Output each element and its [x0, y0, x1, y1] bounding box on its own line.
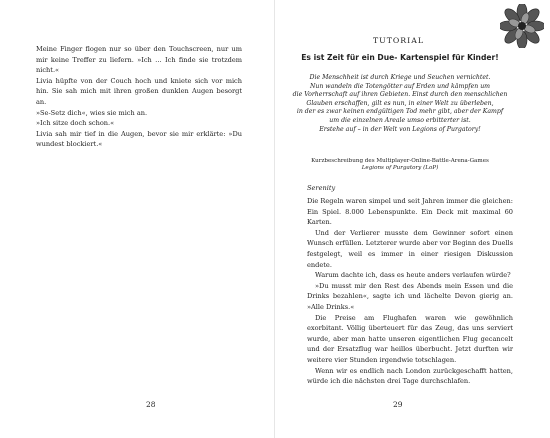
left-paragraph: »Se-Setz dich«, wies sie mich an.	[36, 108, 148, 117]
section-label: Serenity	[307, 184, 336, 192]
left-paragraph: Livia hüpfte von der Couch hoch und kniete sich vor mich hin. Sie sah mich mit ihren großen dunklen Augen besorgt an.	[36, 76, 242, 106]
left-paragraph: »Ich sitze doch schon.«	[36, 119, 115, 128]
right-paragraph: Die Regeln waren simpel und seit Jahren immer die gleichen: Ein Spiel. 8.000 Lebenspunkte. Ein Deck mit maximal 60 Karten.	[307, 197, 513, 227]
intro-line: Nun wandeln die Totengötter auf Erden und kämpfen um	[309, 82, 491, 90]
flower-ornament-icon	[500, 4, 544, 48]
intro-line: Erstehe auf – in der Welt von Legions of Purgatory!	[319, 125, 481, 133]
intro-line: in der es zwar keinen endgültigen Tod mehr gibt, aber der Kampf	[296, 108, 504, 116]
chapter-header: TUTORIAL	[372, 36, 425, 45]
left-paragraph: Meine Finger flogen nur so über den Touchscreen, nur um mir keine Treffer zu liefern. »Ich … Ich finde sie trotzdem nicht.«	[36, 45, 242, 75]
page-number-right: 29	[393, 400, 403, 409]
right-paragraph: Die Preise am Flughafen waren wie gewöhnlich exorbitant. Völlig überteuert für das Zeug, das uns serviert wurde, aber man hatte unseren eigentlichen Flug gecancelt und der Ersatzflug war heillos überbucht. Jetzt durften wir weitere vier Stunden irgendwie totschlagen.	[307, 313, 513, 364]
intro-line: Glauben erschaffen, gilt es nun, in einer Welt zu überleben,	[306, 99, 494, 107]
right-paragraph: Warum dachte ich, dass es heute anders verlaufen würde?	[315, 271, 511, 280]
left-body-text	[36, 44, 242, 150]
right-page	[275, 0, 550, 438]
page-number-left: 28	[146, 400, 156, 409]
intro-line: Die Menschheit ist durch Kriege und Seuchen vernichtet.	[309, 74, 491, 81]
intro-caption	[287, 158, 513, 173]
caption-line: Legions of Purgatory (LoP)	[361, 165, 439, 172]
left-paragraph: Livia sah mir tief in die Augen, bevor sie mir erklärte: »Du wundest blockiert.«	[36, 129, 242, 149]
right-paragraph: Wenn wir es endlich nach London zurückgeschafft hatten, würde ich die nächsten drei Tage durchschlafen.	[307, 366, 513, 386]
right-body-text	[307, 196, 513, 387]
intro-line: die Vorherrschaft auf ihren Gebieten. Einst durch den menschlichen	[292, 91, 508, 99]
caption-line: Kurzbeschreibung des Multiplayer-Online-Battle-Arena-Games	[311, 158, 489, 164]
intro-line: um die einzelnen Areale umso erbitterter ist.	[329, 116, 471, 124]
intro-quote	[287, 74, 513, 134]
right-paragraph: Und der Verlierer musste dem Gewinner sofort einen Wunsch erfüllen. Letzterer wurde aber vor Beginn des Duells festgelegt, weil es immer in einer riesigen Diskussion endete.	[307, 228, 513, 269]
headline: Es ist Zeit für ein Due- Kartenspiel für Kinder!	[301, 53, 499, 62]
right-paragraph: »Du musst mir den Rest des Abends mein Essen und die Drinks bezahlen«, sagte ich und lächelte Devon gierig an. »Alle Drinks.«	[307, 281, 513, 311]
